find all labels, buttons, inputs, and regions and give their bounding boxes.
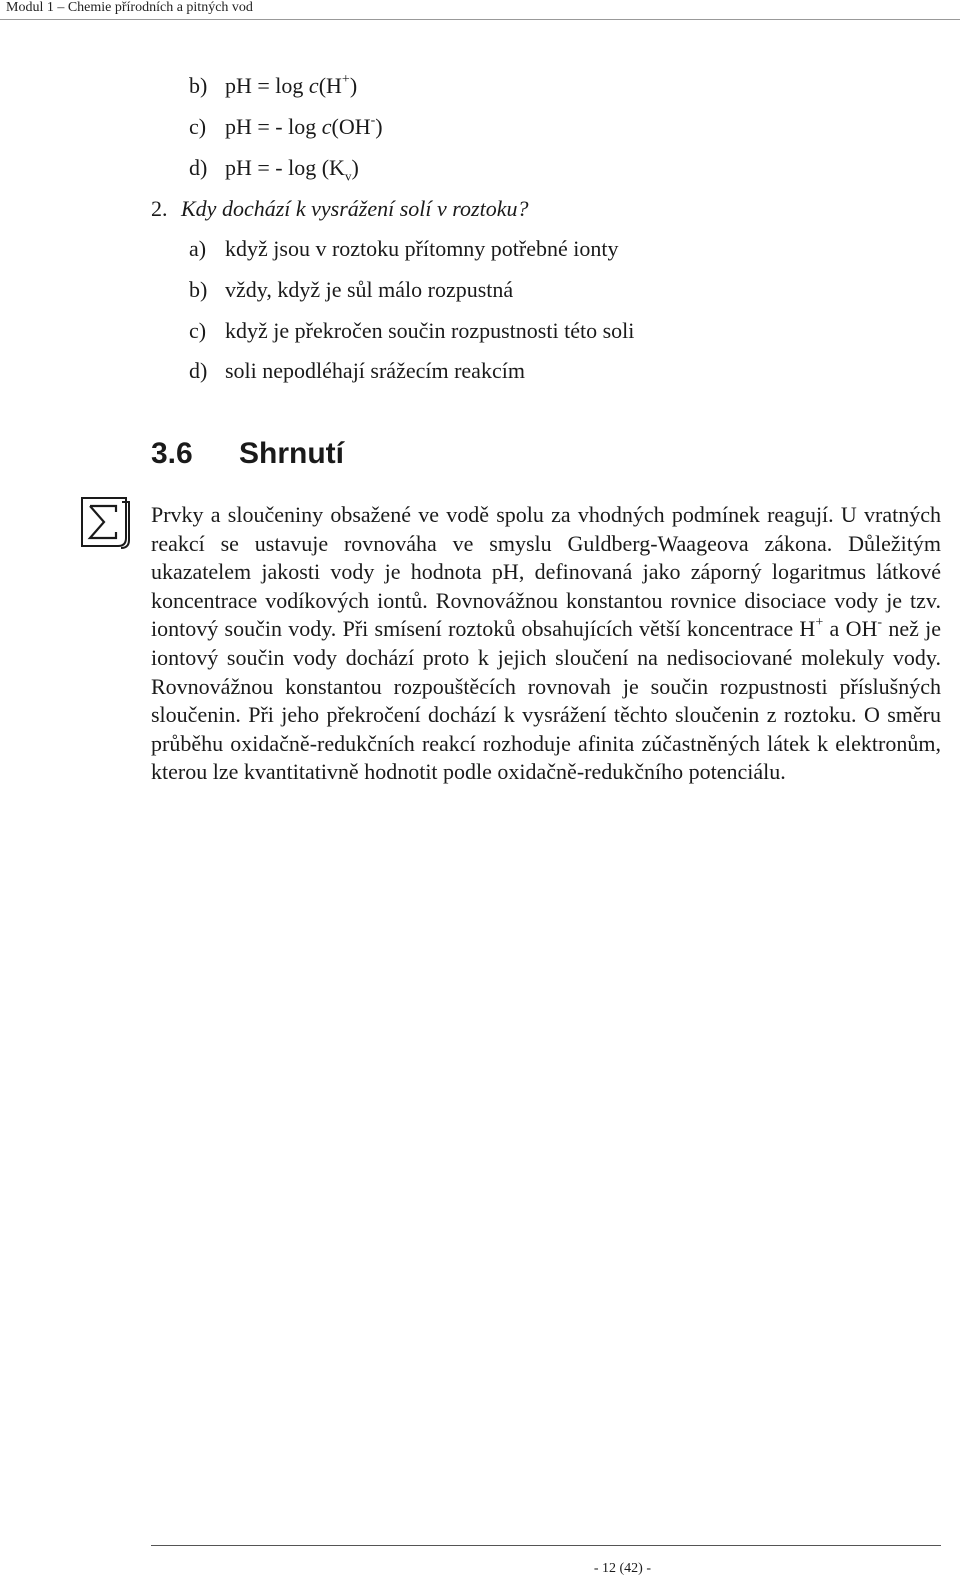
option-label: b) — [189, 73, 208, 98]
q2-option-d — [189, 358, 525, 384]
q2-option-b — [189, 277, 513, 303]
page-number: - 12 (42) - — [593, 1561, 651, 1576]
section-heading — [151, 436, 344, 472]
option-text: pH = log — [225, 73, 309, 98]
summary-paragraph — [151, 501, 941, 787]
subscript-v: v — [344, 168, 352, 184]
q1-option-c — [189, 114, 383, 140]
option-text: soli nepodléhají srážecím reakcím — [225, 358, 525, 383]
sigma-icon — [76, 494, 132, 550]
running-header: Modul 1 – Chemie přírodních a pitných vod — [6, 0, 253, 15]
variable-c: c — [308, 73, 319, 98]
charge-sup: + — [815, 615, 824, 631]
option-text: pH = - log — [225, 114, 322, 139]
option-text: když jsou v roztoku přítomny potřebné ionty — [225, 236, 619, 261]
charge-sup: - — [370, 112, 376, 128]
option-text-species: (H — [318, 73, 342, 98]
option-label: c) — [189, 318, 207, 343]
q1-option-d — [189, 155, 359, 184]
option-label: a) — [189, 236, 207, 261]
option-label: d) — [189, 358, 208, 383]
q1-option-b — [189, 73, 357, 99]
option-label: d) — [189, 155, 208, 180]
option-text-species: (OH — [331, 114, 371, 139]
section-title: Shrnutí — [239, 437, 344, 470]
option-text-close: ) — [351, 155, 359, 180]
option-text-close: ) — [375, 114, 383, 139]
variable-c: c — [321, 114, 332, 139]
footer-divider — [151, 1545, 941, 1546]
summary-text-2: a OH — [823, 616, 878, 642]
summary-text-1: Prvky a sloučeniny obsažené ve vodě spolu za vhodných podmínek reagují. U vratných reakcí se ustavuje rovnováha ve smyslu Guldberg-Waageova zákona. Důležitým ukazatelem jakosti vody je hodnota pH, definovaná jako záporný logaritmus látkové koncentrace vodíkových iontů. Rovnovážnou konstantou rovnice disociace vody je tzv. iontový součin vody. Při smísení roztoků obsahujících větší koncentrace H — [151, 502, 941, 642]
question-text: Kdy dochází k vysrážení solí v roztoku? — [181, 196, 529, 221]
header-divider — [0, 19, 960, 20]
q2-option-a — [189, 236, 619, 262]
option-text: pH = - log (K — [225, 155, 345, 180]
option-text: vždy, když je sůl málo rozpustná — [225, 277, 514, 302]
q2-option-c — [189, 318, 634, 344]
option-label: c) — [189, 114, 207, 139]
option-text-close: ) — [349, 73, 358, 98]
summary-text-3: než je iontový součin vody dochází proto k jejich sloučení na nedisociované molekuly vody. Rovnovážnou konstantou rozpouštěcích rovnovah je součin rozpustnosti příslušných sloučenin. Při jeho překročení dochází k vysrážení těchto sloučenin z roztoku. O směru průběhu oxidačně-redukčních reakcí rozhoduje afinita zúčastněných látek k elektronům, kterou lze kvantitativně hodnotit podle oxidačně-redukčního potenciálu. — [151, 616, 942, 785]
question-2 — [151, 196, 528, 222]
charge-sup: + — [341, 71, 350, 87]
charge-sup: - — [877, 615, 883, 631]
option-label: b) — [189, 277, 208, 302]
section-number: 3.6 — [151, 437, 193, 470]
option-text: když je překročen součin rozpustnosti této soli — [225, 318, 635, 343]
question-number: 2. — [151, 196, 168, 221]
